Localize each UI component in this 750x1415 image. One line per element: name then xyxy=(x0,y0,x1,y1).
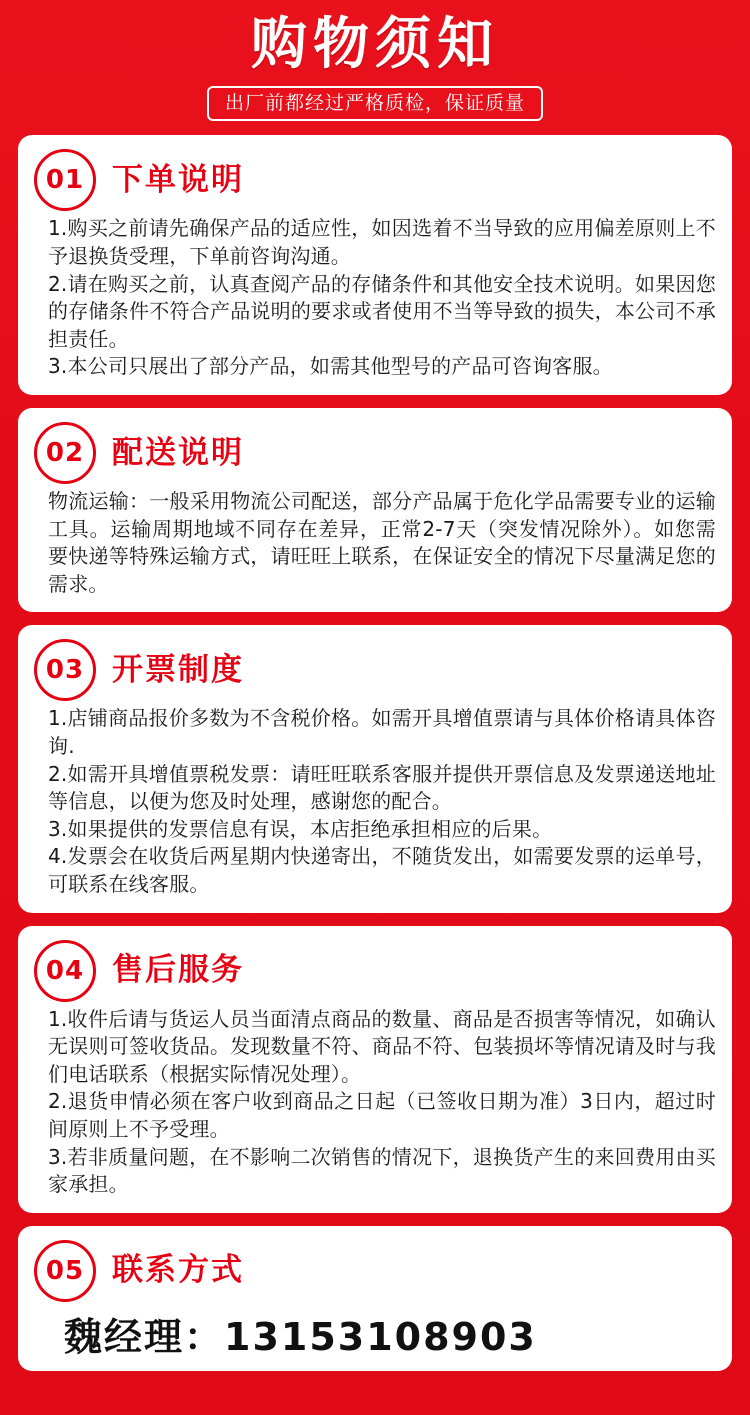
section-paragraph: 2.退货申情必须在客户收到商品之日起（已签收日期为准）3日内，超过时间原则上不予受理。 xyxy=(48,1089,716,1141)
section-title: 联系方式 xyxy=(112,1252,244,1289)
section-paragraph: 1.收件后请与货运人员当面清点商品的数量、商品是否损害等情况，如确认无误则可签收货品。发现数量不符、商品不符、包装损坏等情况请及时与我们电话联系（根据实际情况处理）。 xyxy=(48,1006,716,1086)
section-paragraph: 2.请在购买之前，认真查阅产品的存储条件和其他安全技术说明。如果因您的存储条件不符合产品说明的要求或者使用不当等导致的损失，本公司不承担责任。 xyxy=(48,271,716,351)
header-subtitle-wrap xyxy=(18,86,732,122)
page-title: 购物须知 xyxy=(251,12,499,77)
header xyxy=(18,0,732,121)
sections-list xyxy=(18,135,732,1370)
section-paragraph: 1.购买之前请先确保产品的适应性，如因选着不当导致的应用偏差原则上不予退换货受理，下单前咨询沟通。 xyxy=(48,216,716,269)
section-paragraph: 2.如需开具增值票税发票：请旺旺联系客服并提供开票信息及发票递送地址等信息，以便为您及时处理，感谢您的配合。 xyxy=(48,761,716,814)
section-number-badge: 05 xyxy=(34,1240,96,1302)
section-body-01 xyxy=(48,215,716,381)
section-title: 开票制度 xyxy=(112,651,244,688)
section-paragraph: 1.店铺商品报价多数为不含税价格。如需开具增值票请与具体价格请具体咨询. xyxy=(48,706,716,759)
section-card-05 xyxy=(18,1226,732,1371)
section-header-02 xyxy=(34,422,716,484)
section-paragraph: 4.发票会在收货后两星期内快递寄出，不随货发出，如需要发票的运单号，可联系在线客服。 xyxy=(48,844,716,896)
section-paragraph: 3.如果提供的发票信息有误，本店拒绝承担相应的后果。 xyxy=(48,816,553,841)
section-number-badge: 03 xyxy=(34,639,96,701)
section-header-03 xyxy=(34,639,716,701)
section-card-03 xyxy=(18,625,732,912)
section-number-badge: 02 xyxy=(34,422,96,484)
section-header-04 xyxy=(34,940,716,1002)
section-number-badge: 01 xyxy=(34,149,96,211)
section-card-04 xyxy=(18,926,732,1213)
section-paragraph: 3.若非质量问题，在不影响二次销售的情况下，退换货产生的来回费用由买家承担。 xyxy=(48,1144,716,1197)
contact-phone[interactable]: 魏经理：13153108903 xyxy=(64,1314,537,1359)
section-card-01 xyxy=(18,135,732,395)
section-title: 售后服务 xyxy=(112,952,244,989)
section-body-03 xyxy=(48,705,716,898)
section-header-05 xyxy=(34,1240,716,1302)
section-card-02 xyxy=(18,408,732,612)
section-title: 下单说明 xyxy=(112,161,244,198)
section-title: 配送说明 xyxy=(112,434,244,471)
section-body-04 xyxy=(48,1006,716,1199)
header-subtitle-badge: 出厂前都经过严格质检，保证质量 xyxy=(207,86,543,122)
section-paragraph: 物流运输：一般采用物流公司配送，部分产品属于危化学品需要专业的运输工具。运输周期地域不同存在差异，正常2-7天（突发情况除外）。如您需要快递等特殊运输方式，请旺旺上联系，在保证安全的情况下尽量满足您的需求。 xyxy=(48,489,716,596)
section-paragraph: 3.本公司只展出了部分产品，如需其他型号的产品可咨询客服。 xyxy=(48,354,613,379)
section-number-badge: 04 xyxy=(34,940,96,1002)
section-header-01 xyxy=(34,149,716,211)
section-body-02 xyxy=(48,488,716,598)
